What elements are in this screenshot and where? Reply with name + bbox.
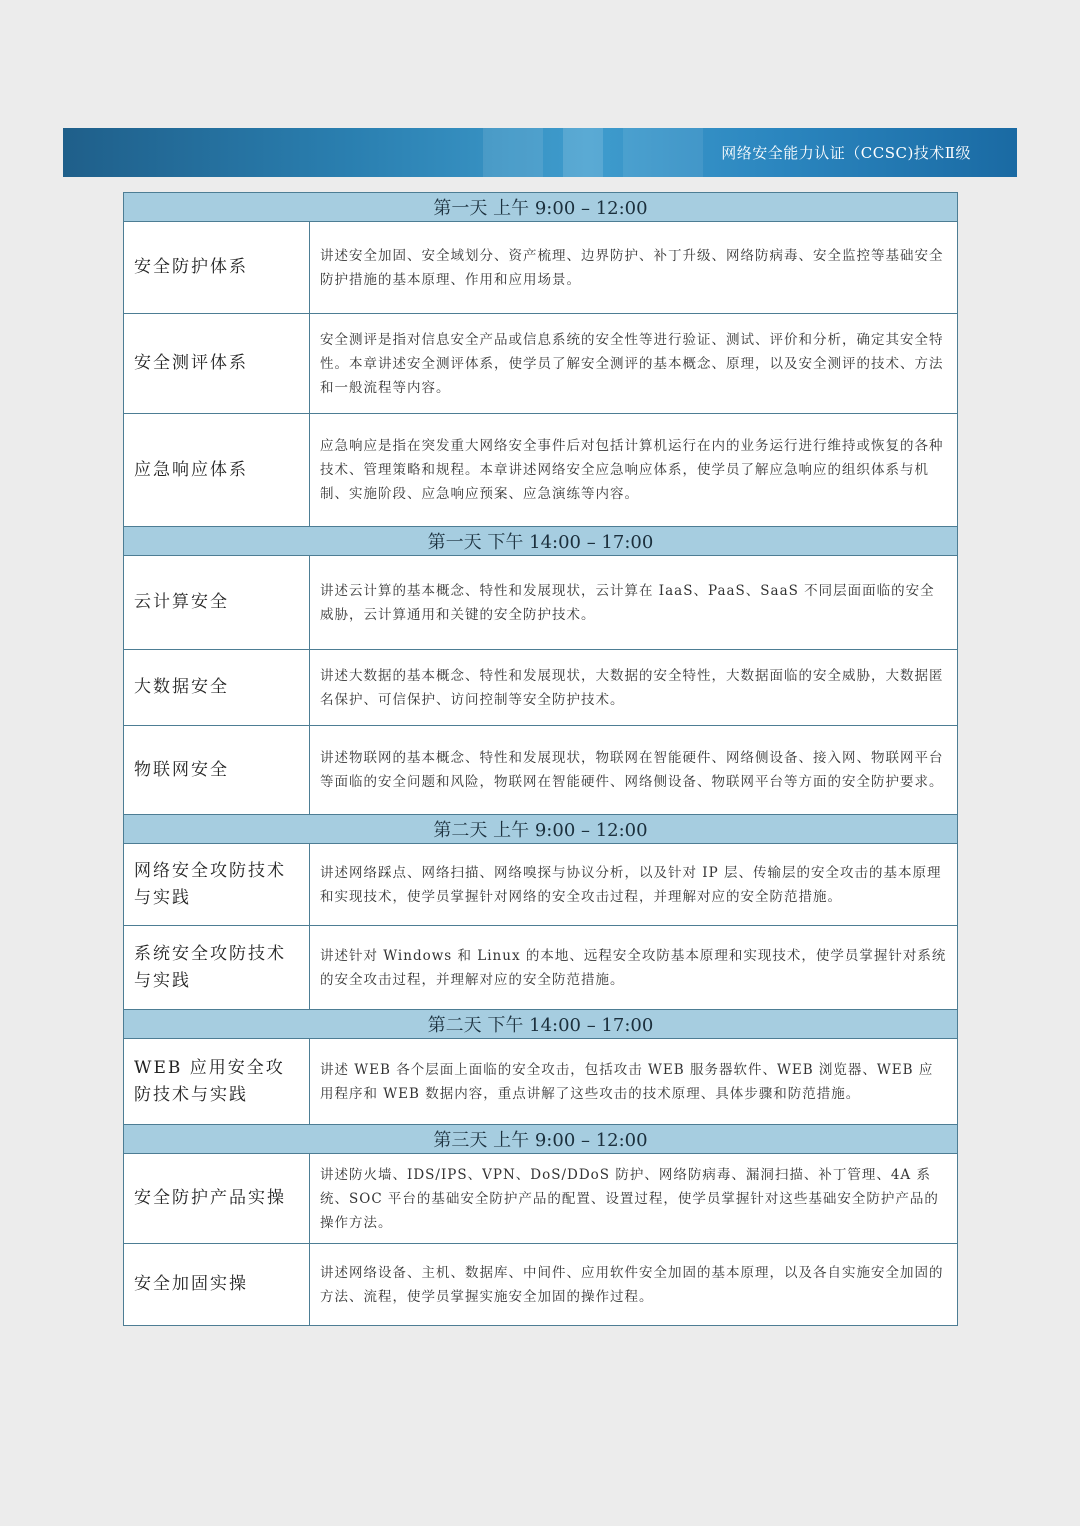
session-header-row [124, 193, 958, 222]
topic-cell: 安全防护体系 [124, 222, 310, 314]
session-label: 第二天 下午 14:00 – 17:00 [124, 1010, 958, 1039]
topic-cell: 云计算安全 [124, 556, 310, 650]
table-row [124, 222, 958, 314]
description-cell: 讲述物联网的基本概念、特性和发展现状，物联网在智能硬件、网络侧设备、接入网、物联网平台等面临的安全问题和风险，物联网在智能硬件、网络侧设备、物联网平台等方面的安全防护要求。 [310, 726, 958, 815]
banner-decoration [483, 128, 543, 177]
table-row [124, 1244, 958, 1326]
table-row [124, 1039, 958, 1125]
topic-cell: 物联网安全 [124, 726, 310, 815]
session-label: 第二天 上午 9:00 – 12:00 [124, 815, 958, 844]
table-row [124, 726, 958, 815]
topic-cell: WEB 应用安全攻防技术与实践 [124, 1039, 310, 1125]
description-cell: 讲述大数据的基本概念、特性和发展现状，大数据的安全特性，大数据面临的安全威胁，大数据匿名保护、可信保护、访问控制等安全防护技术。 [310, 650, 958, 726]
header-banner [63, 128, 1017, 177]
table-row [124, 1154, 958, 1244]
session-header-row [124, 527, 958, 556]
session-header-row [124, 1125, 958, 1154]
description-cell: 讲述网络踩点、网络扫描、网络嗅探与协议分析，以及针对 IP 层、传输层的安全攻击的基本原理和实现技术，使学员掌握针对网络的安全攻击过程，并理解对应的安全防范措施。 [310, 844, 958, 926]
topic-cell: 安全测评体系 [124, 314, 310, 414]
topic-cell: 应急响应体系 [124, 414, 310, 527]
session-label: 第三天 上午 9:00 – 12:00 [124, 1125, 958, 1154]
table-row [124, 650, 958, 726]
description-cell: 讲述云计算的基本概念、特性和发展现状，云计算在 IaaS、PaaS、SaaS 不同层面面临的安全威胁，云计算通用和关键的安全防护技术。 [310, 556, 958, 650]
topic-cell: 安全防护产品实操 [124, 1154, 310, 1244]
topic-cell: 系统安全攻防技术与实践 [124, 926, 310, 1010]
table-row [124, 926, 958, 1010]
table-row [124, 314, 958, 414]
table-row [124, 556, 958, 650]
banner-decoration [563, 128, 603, 177]
course-schedule-table [123, 192, 958, 1326]
description-cell: 讲述 WEB 各个层面上面临的安全攻击，包括攻击 WEB 服务器软件、WEB 浏览器、WEB 应用程序和 WEB 数据内容，重点讲解了这些攻击的技术原理、具体步骤和防范措施。 [310, 1039, 958, 1125]
session-header-row [124, 815, 958, 844]
description-cell: 讲述防火墙、IDS/IPS、VPN、DoS/DDoS 防护、网络防病毒、漏洞扫描、补丁管理、4A 系统、SOC 平台的基础安全防护产品的配置、设置过程，使学员掌握针对这些基础安全防护产品的操作方法。 [310, 1154, 958, 1244]
description-cell: 安全测评是指对信息安全产品或信息系统的安全性等进行验证、测试、评价和分析，确定其安全特性。本章讲述安全测评体系，使学员了解安全测评的基本概念、原理，以及安全测评的技术、方法和一般流程等内容。 [310, 314, 958, 414]
header-title: 网络安全能力认证（CCSC)技术Ⅱ级 [721, 144, 971, 162]
description-cell: 讲述网络设备、主机、数据库、中间件、应用软件安全加固的基本原理，以及各自实施安全加固的方法、流程，使学员掌握实施安全加固的操作过程。 [310, 1244, 958, 1326]
session-header-row [124, 1010, 958, 1039]
table-row [124, 414, 958, 527]
session-label: 第一天 下午 14:00 – 17:00 [124, 527, 958, 556]
description-cell: 应急响应是指在突发重大网络安全事件后对包括计算机运行在内的业务运行进行维持或恢复的各种技术、管理策略和规程。本章讲述网络安全应急响应体系，使学员了解应急响应的组织体系与机制、实施阶段、应急响应预案、应急演练等内容。 [310, 414, 958, 527]
topic-cell: 网络安全攻防技术与实践 [124, 844, 310, 926]
topic-cell: 安全加固实操 [124, 1244, 310, 1326]
banner-decoration [623, 128, 703, 177]
description-cell: 讲述安全加固、安全域划分、资产梳理、边界防护、补丁升级、网络防病毒、安全监控等基础安全防护措施的基本原理、作用和应用场景。 [310, 222, 958, 314]
description-cell: 讲述针对 Windows 和 Linux 的本地、远程安全攻防基本原理和实现技术，使学员掌握针对系统的安全攻击过程，并理解对应的安全防范措施。 [310, 926, 958, 1010]
session-label: 第一天 上午 9:00 – 12:00 [124, 193, 958, 222]
table-row [124, 844, 958, 926]
topic-cell: 大数据安全 [124, 650, 310, 726]
